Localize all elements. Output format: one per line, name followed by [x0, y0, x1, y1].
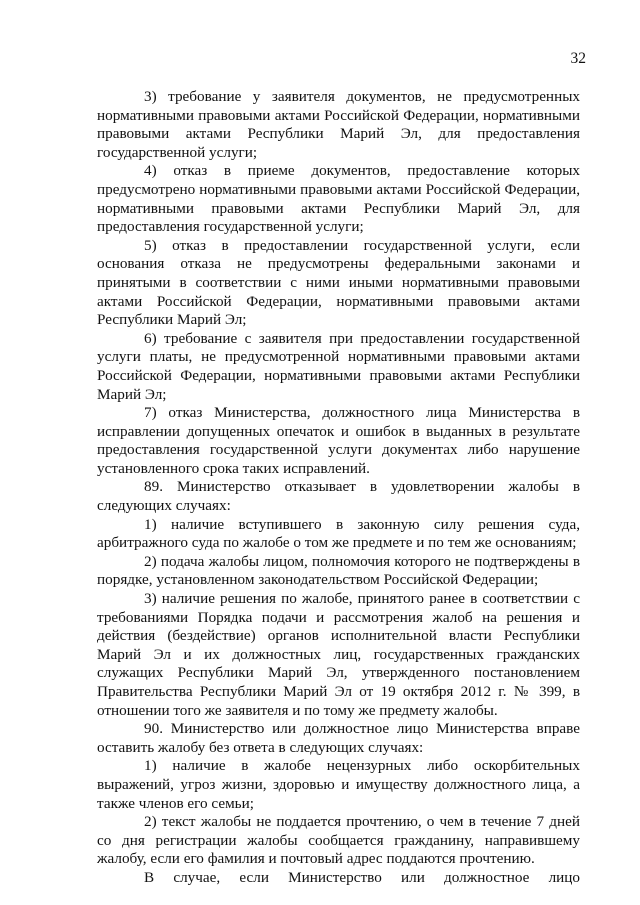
paragraph-clause-89-item-1: 1) наличие вступившего в законную силу решения суда, арбитражного суда по жалобе о том же предмете и по тем же основаниям; — [97, 515, 580, 552]
page-number: 32 — [570, 50, 586, 67]
paragraph-item-7: 7) отказ Министерства, должностного лица Министерства в исправлении допущенных опечаток и ошибок в выданных в результате предоставления государственной услуги документах либо нарушение установленного срока таких исправлений. — [97, 404, 580, 477]
paragraph-item-4: 4) отказ в приеме документов, предоставление которых предусмотрено нормативными правовыми актами Российской Федерации, нормативными правовыми актами Республики Марий Эл, для предоставления государственной услуги; — [97, 162, 580, 236]
paragraph-item-5: 5) отказ в предоставлении государственной услуги, если основания отказа не предусмотрены федеральными законами и принятыми в соответствии с ними иными нормативными правовыми актами Российской Федерации, нормативными правовыми актами Республики Марий Эл; — [97, 236, 580, 329]
paragraph-clause-90-item-1: 1) наличие в жалобе нецензурных либо оскорбительных выражений, угроз жизни, здоровью и имуществу должностного лица, а также членов его семьи; — [97, 757, 580, 812]
document-body — [97, 88, 580, 888]
paragraph-clause-89-item-2: 2) подача жалобы лицом, полномочия которого не подтверждены в порядке, установленном законодательством Российской Федерации; — [97, 552, 580, 589]
paragraph-clause-89: 89. Министерство отказывает в удовлетворении жалобы в следующих случаях: — [97, 478, 580, 515]
paragraph-clause-90-item-2: 2) текст жалобы не поддается прочтению, о чем в течение 7 дней со дня регистрации жалобы сообщается гражданину, направившему жалобу, если его фамилия и почтовый адрес поддаются прочтению. — [97, 813, 580, 868]
paragraph-clause-90: 90. Министерство или должностное лицо Министерства вправе оставить жалобу без ответа в следующих случаях: — [97, 720, 580, 756]
paragraph-item-6: 6) требование с заявителя при предоставлении государственной услуги платы, не предусмотренной нормативными правовыми актами Российской Федерации, нормативными правовыми актами Республики Марий Эл; — [97, 329, 580, 403]
paragraph-continued: В случае, если Министерство или должностное лицо — [144, 868, 580, 886]
paragraph-clause-89-item-3: 3) наличие решения по жалобе, принятого ранее в соответствии с требованиями Порядка подачи и рассмотрения жалоб на решения и действия (бездействие) органов исполнительной власти Республики Марий Эл и их должностных лиц, государственных гражданских служащих Республики Марий Эл, утвержденного постановлением Правительства Республики Марий Эл от 19 октября 2012 г. № 399, в отношении того же заявителя и по тому же предмету жалобы. — [97, 590, 580, 719]
paragraph-item-3: 3) требование у заявителя документов, не предусмотренных нормативными правовыми актами Российской Федерации, нормативными правовыми актами Республики Марий Эл, для предоставления государственной услуги; — [97, 88, 580, 161]
